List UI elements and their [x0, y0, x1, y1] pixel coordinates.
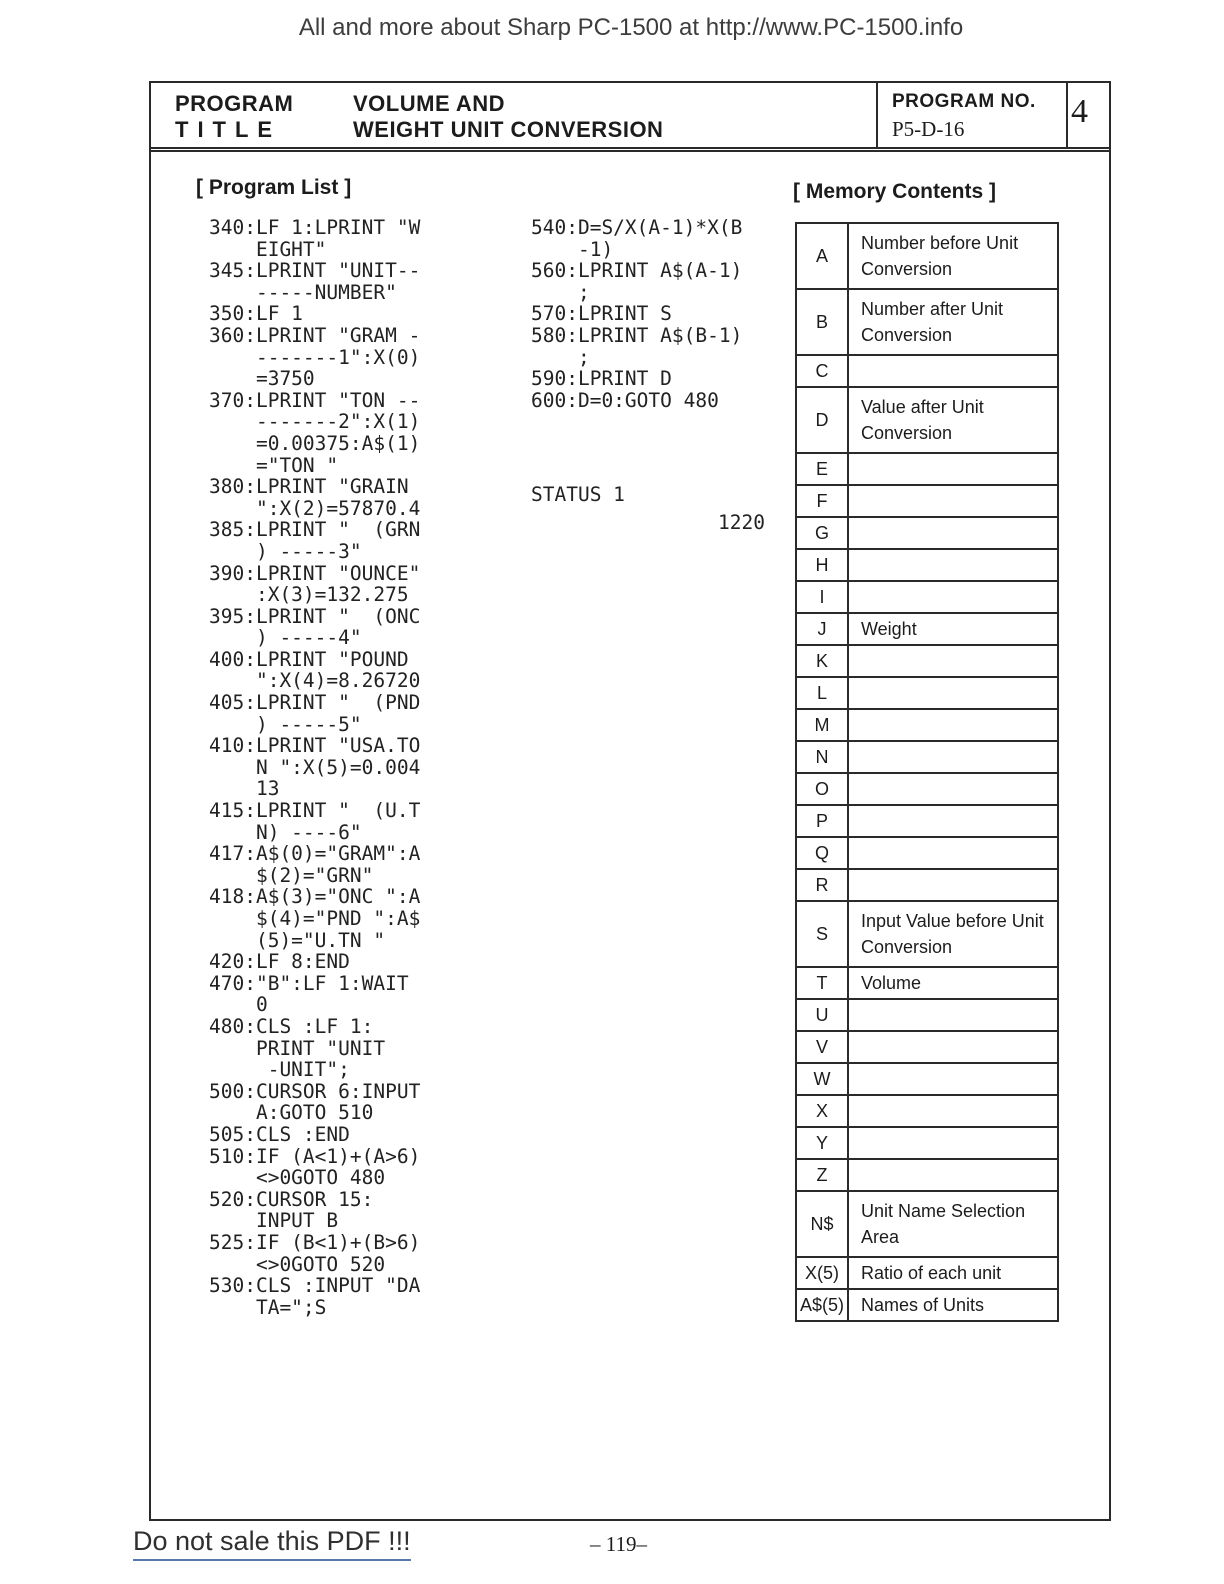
memory-contents-table — [795, 222, 1059, 1322]
memory-row — [796, 387, 1058, 453]
memory-row — [796, 613, 1058, 645]
memory-key: B — [796, 289, 848, 355]
memory-row — [796, 549, 1058, 581]
memory-row — [796, 581, 1058, 613]
memory-key: K — [796, 645, 848, 677]
memory-row — [796, 355, 1058, 387]
title-block — [151, 83, 1109, 152]
memory-description: Number before Unit Conversion — [848, 223, 1058, 289]
memory-row — [796, 805, 1058, 837]
memory-key: N — [796, 741, 848, 773]
memory-description — [848, 677, 1058, 709]
memory-row — [796, 645, 1058, 677]
memory-key: D — [796, 387, 848, 453]
memory-row — [796, 709, 1058, 741]
memory-key: T — [796, 967, 848, 999]
memory-key: I — [796, 581, 848, 613]
memory-key: L — [796, 677, 848, 709]
memory-row — [796, 517, 1058, 549]
program-listing-column-2: 540:D=S/X(A-1)*X(B -1) 560:LPRINT A$(A-1) ; 570:LPRINT S 580:LPRINT A$(B-1) ; 590:LPRINT D 600:D=0:GOTO 480 — [531, 216, 743, 412]
memory-row — [796, 485, 1058, 517]
memory-row — [796, 1191, 1058, 1257]
memory-description: Names of Units — [848, 1289, 1058, 1321]
program-title-line1: VOLUME AND — [353, 91, 506, 116]
memory-description — [848, 741, 1058, 773]
memory-key: U — [796, 999, 848, 1031]
memory-description — [848, 355, 1058, 387]
memory-key: X — [796, 1095, 848, 1127]
program-title-line2: WEIGHT UNIT CONVERSION — [353, 117, 664, 142]
memory-description — [848, 709, 1058, 741]
memory-description: Ratio of each unit — [848, 1257, 1058, 1289]
footer-note: Do not sale this PDF !!! — [133, 1526, 411, 1561]
memory-row — [796, 223, 1058, 289]
memory-key: W — [796, 1063, 848, 1095]
memory-description — [848, 549, 1058, 581]
memory-description: Number after Unit Conversion — [848, 289, 1058, 355]
memory-row — [796, 1031, 1058, 1063]
memory-description — [848, 837, 1058, 869]
memory-key: Y — [796, 1127, 848, 1159]
memory-key: G — [796, 517, 848, 549]
status-value: 1220 — [718, 511, 765, 534]
memory-key: F — [796, 485, 848, 517]
memory-contents-heading: [ Memory Contents ] — [793, 180, 997, 203]
memory-description: Weight — [848, 613, 1058, 645]
memory-key: Z — [796, 1159, 848, 1191]
memory-key: S — [796, 901, 848, 967]
memory-row — [796, 837, 1058, 869]
memory-row — [796, 967, 1058, 999]
memory-key: H — [796, 549, 848, 581]
memory-description — [848, 453, 1058, 485]
header-banner: All and more about Sharp PC-1500 at http://www.PC-1500.info — [298, 14, 964, 41]
memory-description — [848, 1159, 1058, 1191]
memory-row — [796, 1127, 1058, 1159]
program-list-heading: [ Program List ] — [196, 176, 352, 199]
memory-description — [848, 1127, 1058, 1159]
memory-row — [796, 677, 1058, 709]
memory-description — [848, 645, 1058, 677]
program-label: PROGRAM — [175, 91, 294, 116]
memory-description — [848, 485, 1058, 517]
memory-description: Value after Unit Conversion — [848, 387, 1058, 453]
memory-key: Q — [796, 837, 848, 869]
program-title-label — [175, 91, 293, 143]
memory-description — [848, 773, 1058, 805]
memory-row — [796, 1289, 1058, 1321]
program-number-box — [876, 83, 1068, 147]
memory-description — [848, 869, 1058, 901]
memory-description — [848, 1095, 1058, 1127]
program-number-value: P5-D-16 — [892, 117, 965, 141]
memory-key: O — [796, 773, 848, 805]
memory-key: P — [796, 805, 848, 837]
memory-key: C — [796, 355, 848, 387]
memory-key: V — [796, 1031, 848, 1063]
memory-row — [796, 1159, 1058, 1191]
memory-description: Input Value before Unit Conversion — [848, 901, 1058, 967]
memory-row — [796, 773, 1058, 805]
memory-key: R — [796, 869, 848, 901]
memory-description — [848, 1031, 1058, 1063]
status-label: STATUS 1 — [531, 483, 625, 506]
memory-key: A — [796, 223, 848, 289]
memory-row — [796, 1095, 1058, 1127]
memory-key: J — [796, 613, 848, 645]
memory-row — [796, 1063, 1058, 1095]
memory-description: Unit Name Selection Area — [848, 1191, 1058, 1257]
program-number-label: PROGRAM NO. — [892, 91, 1036, 112]
memory-row — [796, 1257, 1058, 1289]
title-label: TITLE — [175, 117, 282, 142]
memory-key: X(5) — [796, 1257, 848, 1289]
program-listing-column-1: 340:LF 1:LPRINT "W EIGHT" 345:LPRINT "UNIT-- -----NUMBER" 350:LF 1 360:LPRINT "GRAM - -------1":X(0) =3750 370:LPRINT "TON -- -------2":X(1) =0.00375:A$(1) ="TON " 380:LPRINT "GRAIN ":X(2)=57870.4 385:LPRINT " (GRN ) -----3" 390:LPRINT "OUNCE" :X(3)=132.275 395:LPRINT " (ONC ) -----4" 400:LPRINT "POUND ":X(4)=8.26720 405:LPRINT " (PND ) -----5" 410:LPRINT "USA.TO N ":X(5)=0.004 13 415:LPRINT " (U.T N) ----6" 417:A$(0)="GRAM":A $(2)="GRN" 418:A$(3)="ONC ":A $(4)="PND ":A$ (5)="U.TN " 420:LF 8:END 470:"B":LF 1:WAIT 0 480:CLS :LF 1: PRINT "UNIT -UNIT"; 500:CURSOR 6:INPUT A:GOTO 510 505:CLS :END 510:IF (A<1)+(A>6) <>0GOTO 480 520:CURSOR 15: INPUT B 525:IF (B<1)+(B>6) <>0GOTO 520 530:CLS :INPUT "DA TA=";S — [209, 216, 421, 1319]
memory-row — [796, 741, 1058, 773]
memory-description: Volume — [848, 967, 1058, 999]
memory-key: N$ — [796, 1191, 848, 1257]
memory-key: E — [796, 453, 848, 485]
memory-row — [796, 999, 1058, 1031]
program-title — [353, 91, 663, 143]
memory-description — [848, 999, 1058, 1031]
memory-row — [796, 901, 1058, 967]
memory-description — [848, 1063, 1058, 1095]
memory-key: A$(5) — [796, 1289, 848, 1321]
memory-row — [796, 869, 1058, 901]
memory-key: M — [796, 709, 848, 741]
page-number: – 119– — [590, 1532, 647, 1556]
memory-description — [848, 581, 1058, 613]
memory-row — [796, 289, 1058, 355]
memory-row — [796, 453, 1058, 485]
memory-description — [848, 805, 1058, 837]
sheet-number: 4 — [1071, 93, 1088, 130]
memory-description — [848, 517, 1058, 549]
